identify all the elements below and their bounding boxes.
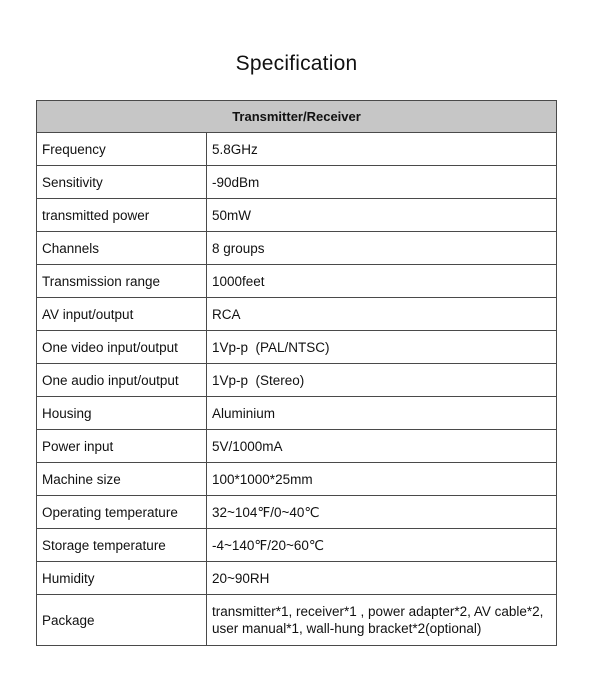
table-row <box>37 463 557 496</box>
spec-value-multiline <box>207 595 557 646</box>
spec-value: -90dBm <box>207 166 557 199</box>
spec-value: 1000feet <box>207 265 557 298</box>
table-row <box>37 133 557 166</box>
table-row <box>37 232 557 265</box>
table-row <box>37 496 557 529</box>
spec-value: -4~140℉/20~60℃ <box>207 529 557 562</box>
spec-label: Storage temperature <box>37 529 207 562</box>
table-header-row <box>37 101 557 133</box>
table-row <box>37 562 557 595</box>
spec-label: Machine size <box>37 463 207 496</box>
spec-value: 5V/1000mA <box>207 430 557 463</box>
table-row <box>37 166 557 199</box>
page-title: Specification <box>235 52 358 75</box>
spec-value-line: user manual*1, wall-hung bracket*2(optional) <box>212 621 482 636</box>
table-row <box>37 298 557 331</box>
spec-value: 1Vp-p (PAL/NTSC) <box>207 331 557 364</box>
spec-label: Package <box>37 595 207 646</box>
spec-value: 1Vp-p (Stereo) <box>207 364 557 397</box>
spec-label: Frequency <box>37 133 207 166</box>
table-row <box>37 430 557 463</box>
spec-label: One video input/output <box>37 331 207 364</box>
spec-value: 5.8GHz <box>207 133 557 166</box>
spec-value: Aluminium <box>207 397 557 430</box>
table-row <box>37 595 557 646</box>
table-row <box>37 265 557 298</box>
table-row <box>37 199 557 232</box>
table-header: Transmitter/Receiver <box>37 101 557 133</box>
spec-value: 32~104℉/0~40℃ <box>207 496 557 529</box>
spec-label: Transmission range <box>37 265 207 298</box>
spec-value: 100*1000*25mm <box>207 463 557 496</box>
spec-value: 20~90RH <box>207 562 557 595</box>
spec-label: One audio input/output <box>37 364 207 397</box>
spec-label: Operating temperature <box>37 496 207 529</box>
spec-label: Sensitivity <box>37 166 207 199</box>
spec-label: Power input <box>37 430 207 463</box>
spec-label: transmitted power <box>37 199 207 232</box>
spec-label: Humidity <box>37 562 207 595</box>
spec-value: 8 groups <box>207 232 557 265</box>
table-row <box>37 529 557 562</box>
spec-label: Housing <box>37 397 207 430</box>
spec-label: AV input/output <box>37 298 207 331</box>
spec-label: Channels <box>37 232 207 265</box>
spec-value: RCA <box>207 298 557 331</box>
spec-value-line: transmitter*1, receiver*1 , power adapter*2, AV cable*2, <box>212 604 544 619</box>
specification-table <box>36 100 557 646</box>
table-row <box>37 331 557 364</box>
spec-value: 50mW <box>207 199 557 232</box>
table-row <box>37 397 557 430</box>
table-row <box>37 364 557 397</box>
